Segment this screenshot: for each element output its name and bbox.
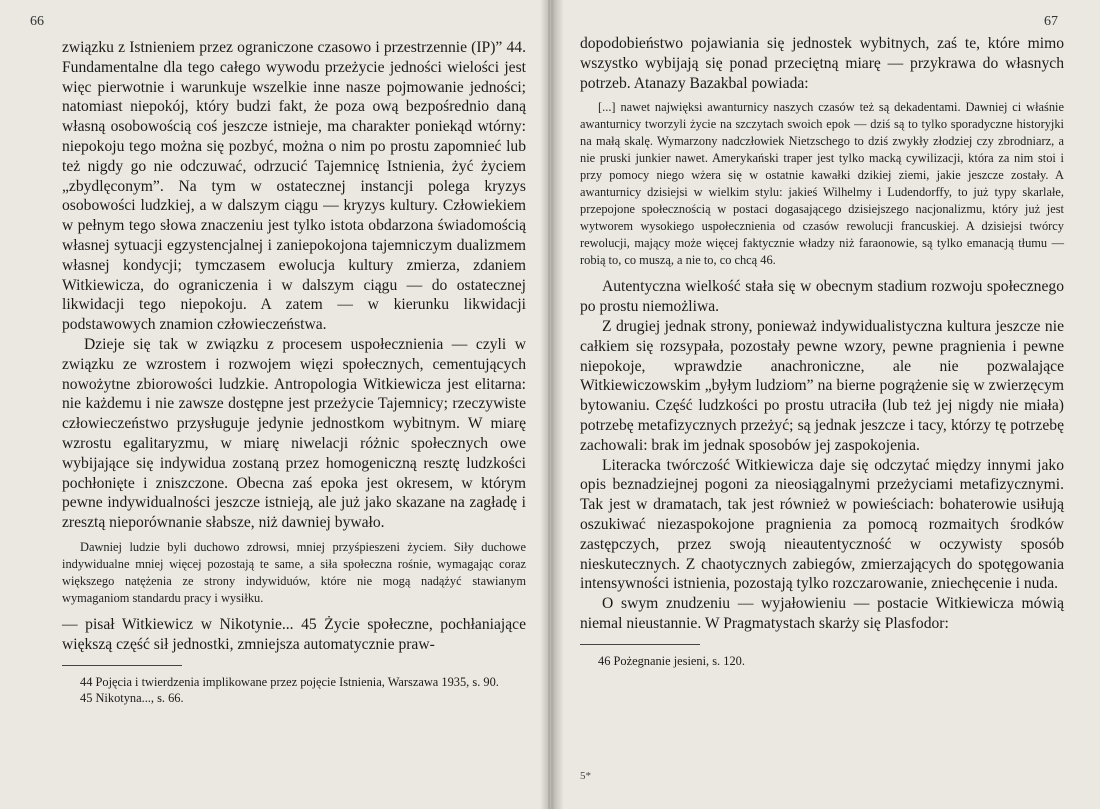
- paragraph: Dzieje się tak w związku z procesem uspołecznienia — czyli w związku ze wzrostem i rozwojem więzi społecznych, cementujących nowożytne zbiorowości ludzkie. Antropologia Witkiewicza jest elitarna: nie każdemu i nie zawsze dostępne jest przeżycie Tajemnicy; rzeczywiste człowieczeństwo przysługuje jedynie jednostkom wybitnym. W miarę wzrostu egalitaryzmu, w miarę niwelacji różnic społecznych owe wybijające się indywidua zostaną przez homogeniczną resztę ludzkości pochłonięte i zniszczone. Obecna zaś epoka jest okresem, w którym pewne indywidualności jeszcze istnieją, ale już jako skazane na zagładę i zresztą nieporównanie słabsze, niż dawniej bywało.: [62, 335, 526, 532]
- signature-mark: 5*: [580, 770, 591, 782]
- page-number: 66: [30, 14, 44, 29]
- right-page-text: [580, 34, 1064, 669]
- paragraph: Z drugiej jednak strony, ponieważ indywidualistyczna kultura jeszcze nie całkiem się rozsypała, pozostały pewne wzory, pewne pragnienia i pewne niepokoje, wprawdzie anachroniczne, ale nie pozwalające Witkiewiczowskim „byłym ludziom” na bierne pogrążenie się w zwierzęcym bytowaniu. Część ludzkości po prostu utraciła (lub też jej nigdy nie miała) potrzebę metafizycznych przeżyć; są jednak jeszcze i tacy, którzy tę potrzebę zachowali: brak im jednak sposobów jej zaspokojenia.: [580, 317, 1064, 454]
- paragraph: Autentyczna wielkość stała się w obecnym stadium rozwoju społecznego po prostu niemożliwa.: [580, 278, 1064, 316]
- footnote: 46 Pożegnanie jesieni, s. 120.: [598, 653, 745, 668]
- paragraph: Literacka twórczość Witkiewicza daje się odczytać między innymi jako opis beznadziejnej pogoni za nieosiągalnymi przeżyciami metafizycznymi. Tak jest w dramatach, tak jest również w powieściach: bohaterowie usiłują oszukiwać niezaspokojone pragnienia za pomocą rozmaitych środków zastępczych, przez swoją nieautentyczność w oczywisty sposób nieskutecznych. Z chaotycznych zabiegów, zmierzających do spotęgowania intensywności istnienia, pozostają tylko rozczarowanie, zniechęcenie i nuda.: [580, 456, 1064, 593]
- block-quote: Dawniej ludzie byli duchowo zdrowsi, mniej przyśpieszeni życiem. Siły duchowe indywidualne mniej więcej pozostają te same, a siła społeczna rośnie, wymagając coraz większego natężenia ze strony indywiduów, które nie mogą nadążyć stawianym wymaganiom standardu pracy i wysiłku.: [62, 539, 526, 605]
- left-page: [0, 0, 548, 809]
- paragraph: O swym znudzeniu — wyjałowieniu — postacie Witkiewicza mówią niemal nieustannie. W Pragmatystach skarży się Plasfodor:: [580, 595, 1064, 632]
- paragraph: związku z Istnieniem przez ograniczone czasowo i przestrzennie (IP)” 44. Fundamentalne dla tego całego wywodu przeżycie jedności wielości jest więc pierwotnie i warunkuje wszelkie inne nasze pojmowanie jedności; natomiast niepokój, który budzi fakt, że poza ową bezpośrednio daną własną osobowością coś jeszcze istnieje, ma charakter poniekąd wtórny: niepokoju tego można się pozbyć, można o nim po prostu zapomnieć lub też nigdy go nie odczuwać, odrzucić Tajemnicę Istnienia, żyć życiem „zbydlęconym”. Na tym w ostatecznej instancji polega kryzys osobowości ludzkiej, a w dalszym ciągu — kryzys kultury. Człowiekiem w pełnym tego słowa znaczeniu jest tylko istota obdarzona świadomością własnej sytuacji egzystencjalnej i zaniepokojona tajemniczym dualizmem własnej kondycji; tymczasem ewolucja kultury zmierza, zdaniem Witkiewicza, do ograniczenia i w dalszym ciągu — do ostatecznej likwidacji tego niepokoju. A zatem — w kierunku likwidacji podstawowych znamion człowieczeństwa.: [62, 39, 526, 334]
- footnote: 44 Pojęcia i twierdzenia implikowane przez pojęcie Istnienia, Warszawa 1935, s. 90.: [80, 674, 499, 689]
- footnote-rule: [62, 665, 182, 666]
- book-gutter: [540, 0, 564, 809]
- paragraph: — pisał Witkiewicz w Nikotynie... 45 Życie społeczne, pochłaniające większą część sił jednostki, zmniejsza automatycznie praw-: [62, 615, 526, 653]
- footnote-rule: [580, 644, 700, 645]
- footnote: 45 Nikotyna..., s. 66.: [80, 690, 184, 705]
- paragraph: dopodobieństwo pojawiania się jednostek wybitnych, zaś te, które mimo wszystko wybijają się ponad przeciętną miarę — przykrawa do własnych potrzeb. Atanazy Bazakbal powiada:: [580, 35, 1064, 92]
- left-page-text: [62, 38, 526, 706]
- page-number: 67: [1044, 14, 1058, 29]
- right-page: [550, 0, 1100, 809]
- block-quote: [...] nawet najwięksi awanturnicy naszych czasów też są dekadentami. Dawniej ci właśnie awanturnicy tworzyli życie na szczytach swoich epok — dziś są to tylko sporadyczne historyjki na małą skalę. Wymarzony nadczłowiek Nietzschego to dziś zwykły złodziej czy zbrodniarz, a nie pruski junkier nawet. Amerykański traper jest tylko macką cywilizacji, która za nim stoi i przy pomocy niego wżera się w ostatnie kawałki dzikiej ziemi, jakie jeszcze zostały. A awanturnicy dzisiejsi w wielkim stylu: jakieś Wilhelmy i Ludendorffy, to już typy skarlałe, przepojone społecznością w postaci dogasającego dzisiejszego nacjonalizmu, który już jest wytworem wysokiego uspołecznienia od czasów rewolucji francuskiej. A dzisiejsi twórcy rewolucji, mający może więcej faktycznie władzy niż faraonowie, są tylko emanacją tłumu — robią to, co muszą, a nie to, co chcą 46.: [580, 100, 1064, 268]
